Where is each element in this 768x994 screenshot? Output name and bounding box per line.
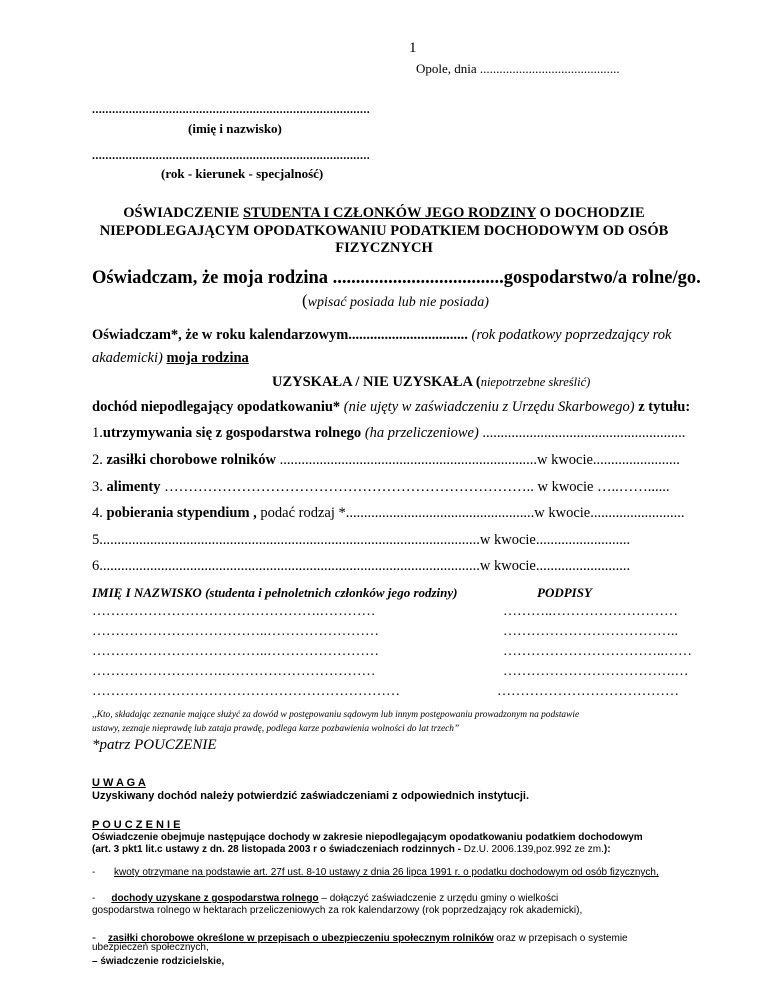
signatures-column-header: PODPISY: [537, 585, 592, 600]
pouczenie-item-dash: -: [92, 867, 96, 878]
legal-warning-line-1: ,,Kto, składając zeznanie mające służyć za dowód w postępowaniu sądowym lub innym postępowaniu prowadzonym na podstawie: [92, 710, 580, 720]
income-item: 1.utrzymywania się z gospodarstwa rolnego (ha przeliczeniowe) ........................................................: [92, 425, 686, 441]
income-line-1: Oświadczam*, że w roku kalendarzowym................................. (rok podatkowy poprzedzający rok: [92, 327, 672, 343]
name-dots: ...................................................................................: [92, 102, 371, 116]
income-type-line: dochód niepodlegający opodatkowaniu* (nie ujęty w zaświadczeniu z Urzędu Skarbowego) z tytułu:: [92, 399, 691, 415]
obtain-choice: UZYSKAŁA / NIE UZYSKAŁA (niepotrzebne skreślić): [272, 374, 591, 390]
pouczenie-item-3-line-2: ubezpieczeń społecznych,: [92, 942, 209, 953]
legal-warning-line-2: ustawy, zeznaje nieprawdę lub zataja prawdę, podlega karze pozbawienia wolności do lat trzech”: [92, 724, 460, 734]
pouczenie-item-1: kwoty otrzymane na podstawie art. 27f ust. 8-10 ustawy z dnia 26 lipca 1991 r. o podatku dochodowym od osób fizycznych,: [114, 867, 659, 878]
signature-name-field: ………………………………..……………………: [92, 644, 379, 659]
uwaga-heading: U W A G A: [92, 777, 146, 789]
study-dots: ...................................................................................: [92, 148, 371, 162]
signature-sign-field: ………………………………..: [503, 624, 678, 639]
income-item: 4. pobierania stypendium , podać rodzaj *....................................................w kwocie..........................: [92, 505, 685, 521]
pouczenie-item-2: - dochody uzyskane z gospodarstwa rolnego – dołączyć zaświadczenie z urzędu gminy o wielkości: [92, 893, 559, 904]
uwaga-text: Uzyskiwany dochód należy potwierdzić zaświadczeniami z odpowiednich instytucji.: [92, 790, 530, 802]
page-number: 1: [409, 40, 417, 56]
signature-name-field: …………………………………………………………: [92, 684, 400, 699]
signature-name-field: ………………………………..……………………: [92, 624, 379, 639]
pouczenie-item-2-line-2: gospodarstwa rolnego w hektarach przeliczeniowych za rok kalendarzowy (rok poprzedzający rok akademicki),: [92, 905, 583, 916]
pouczenie-heading: P O U C Z E N I E: [92, 819, 181, 831]
income-item: 6.........................................................................................................w kwocie..........................: [92, 558, 631, 574]
date-line: Opole, dnia ...........................................: [416, 61, 620, 76]
document-title: [0, 205, 768, 258]
income-item: 2. zasiłki chorobowe rolników .......................................................................w kwocie........................: [92, 452, 680, 468]
title-line-1: OŚWIADCZENIE STUDENTA I CZŁONKÓW JEGO RODZINY O DOCHODZIE: [123, 205, 645, 221]
signature-sign-field: ………..………………………: [503, 604, 678, 619]
pouczenie-intro-1: Oświadczenie obejmuje następujące dochody w zakresie niepodlegającym opodatkowaniu podatkiem dochodowym: [92, 832, 643, 843]
income-item: 5.........................................................................................................w kwocie..........................: [92, 532, 631, 548]
see-instructions-note: *patrz POUCZENIE: [92, 737, 217, 753]
study-label: (rok - kierunek - specjalność): [161, 166, 324, 181]
signature-sign-field: …………………………………: [497, 684, 679, 699]
names-column-header: IMIĘ I NAZWISKO (studenta i pełnoletnich członków jego rodziny): [92, 585, 458, 600]
signature-sign-field: ……………………………….…: [503, 664, 689, 679]
signature-name-field: ……………………….……………………………: [92, 664, 376, 679]
pouczenie-item-3: - zasiłki chorobowe określone w przepisach o ubezpieczeniu społecznym rolników oraz w przepisach o systemie: [92, 930, 628, 944]
farm-hint: (wpisać posiada lub nie posiada): [302, 291, 489, 310]
signature-name-field: ………………………………………….…………: [92, 604, 376, 619]
pouczenie-item-4: – świadczenie rodzicielskie,: [92, 956, 225, 967]
title-line-2: NIEPODLEGAJĄCYM OPODATKOWANIU PODATKIEM DOCHODOWYM OD OSÓB: [99, 222, 669, 239]
title-line-3: FIZYCZNYCH: [335, 240, 433, 256]
income-line-2: akademicki) moja rodzina: [92, 350, 249, 366]
pouczenie-intro-2: (art. 3 pkt1 lit.c ustawy z dn. 28 listopada 2003 r o świadczeniach rodzinnych - Dz.U. 2006.139,poz.992 ze zm.):: [92, 844, 611, 855]
income-item: 3. alimenty ………………………………………………………………….. w kwocie …..……......: [92, 479, 670, 495]
name-label: (imię i nazwisko): [188, 121, 282, 136]
signature-sign-field: ……………………………..……: [503, 644, 692, 659]
farm-statement: Oświadczam, że moja rodzina .....................................gospodarstwo/a rolne/go.: [92, 268, 701, 288]
